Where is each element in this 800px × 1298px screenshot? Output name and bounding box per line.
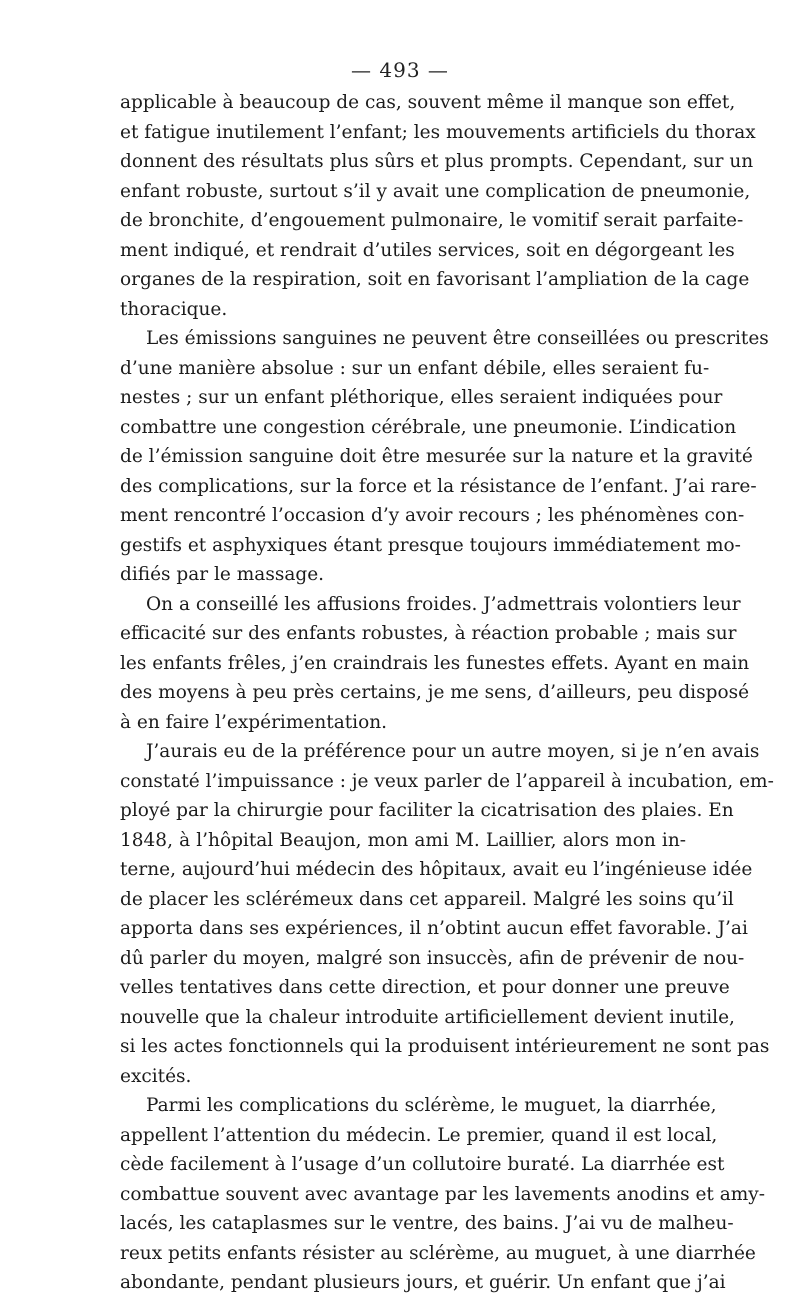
text-line: ment indiqué, et rendrait d’utiles services, soit en dégorgeant les — [120, 239, 735, 261]
text-line: On a conseillé les affusions froides. J’admettrais volontiers leur — [146, 593, 741, 615]
text-line: apporta dans ses expériences, il n’obtint aucun effet favorable. J’ai — [120, 918, 748, 939]
text-line: abondante, pendant plusieurs jours, et guérir. Un enfant que j’ai — [120, 1272, 726, 1293]
text-line: velles tentatives dans cette direction, et pour donner une preuve — [120, 977, 730, 998]
text-line: thoracique. — [120, 298, 228, 320]
text-line: constaté l’impuissance : je veux parler de l’appareil à incubation, em- — [120, 770, 774, 792]
text-line: de bronchite, d’engouement pulmonaire, le vomitif serait parfaite- — [120, 210, 744, 231]
text-line: à en faire l’expérimentation. — [120, 711, 388, 733]
text-line: cède facilement à l’usage d’un collutoire buraté. La diarrhée est — [120, 1154, 725, 1175]
text-line: nestes ; sur un enfant pléthorique, elles seraient indiquées pour — [120, 387, 723, 408]
text-line: et fatigue inutilement l’enfant; les mouvements artificiels du thorax — [120, 121, 756, 143]
text-line: donnent des résultats plus sûrs et plus prompts. Cependant, sur un — [120, 151, 754, 172]
text-line: des complications, sur la force et la résistance de l’enfant. J’ai rare- — [120, 475, 757, 497]
text-line: des moyens à peu près certains, je me sens, d’ailleurs, peu disposé — [120, 682, 750, 703]
text-line: 1848, à l’hôpital Beaujon, mon ami M. Laillier, alors mon in- — [120, 829, 686, 851]
text-line: organes de la respiration, soit en favorisant l’ampliation de la cage — [120, 269, 750, 290]
text-line: difiés par le massage. — [120, 564, 325, 585]
text-line: ment rencontré l’occasion d’y avoir recours ; les phénomènes con- — [120, 505, 745, 526]
body-text — [120, 88, 774, 1298]
text-line: combattue souvent avec avantage par les lavements anodins et amy- — [120, 1183, 765, 1205]
text-line: lacés, les cataplasmes sur le ventre, des bains. J’ai vu de malheu- — [120, 1213, 734, 1234]
text-line: d’une manière absolue : sur un enfant débile, elles seraient fu- — [120, 357, 710, 379]
text-line: applicable à beaucoup de cas, souvent même il manque son effet, — [120, 92, 736, 113]
text-line: Parmi les complications du sclérème, le muguet, la diarrhée, — [146, 1095, 717, 1116]
text-line: appellent l’attention du médecin. Le premier, quand il est local, — [120, 1124, 718, 1146]
text-line: de placer les sclérémeux dans cet appareil. Malgré les soins qu’il — [120, 888, 734, 910]
text-line: terne, aujourd’hui médecin des hôpitaux, avait eu l’ingénieuse idée — [120, 859, 753, 880]
text-line: combattre une congestion cérébrale, une pneumonie. L’indication — [120, 416, 737, 438]
text-line: dû parler du moyen, malgré son insuccès, afin de prévenir de nou- — [120, 947, 745, 969]
text-line: Les émissions sanguines ne peuvent être conseillées ou prescrites — [146, 328, 769, 349]
text-line: de l’émission sanguine doit être mesurée sur la nature et la gravité — [120, 446, 753, 467]
page-number: — 493 — — [351, 58, 449, 82]
text-line: efficacité sur des enfants robustes, à réaction probable ; mais sur — [120, 623, 737, 644]
text-line: reux petits enfants résister au sclérème, au muguet, à une diarrhée — [120, 1242, 756, 1264]
text-line: les enfants frêles, j’en craindrais les funestes effets. Ayant en main — [120, 652, 750, 674]
text-line: ployé par la chirurgie pour faciliter la cicatrisation des plaies. En — [120, 800, 734, 821]
text-line: enfant robuste, surtout s’il y avait une complication de pneumonie, — [120, 180, 751, 202]
text-line: gestifs et asphyxiques étant presque toujours immédiatement mo- — [120, 534, 741, 556]
text-line: J’aurais eu de la préférence pour un autre moyen, si je n’en avais — [146, 741, 760, 762]
text-line: excités. — [120, 1065, 192, 1087]
text-line: si les actes fonctionnels qui la produisent intérieurement ne sont pas — [120, 1036, 770, 1057]
text-line: nouvelle que la chaleur introduite artificiellement devient inutile, — [120, 1006, 735, 1028]
